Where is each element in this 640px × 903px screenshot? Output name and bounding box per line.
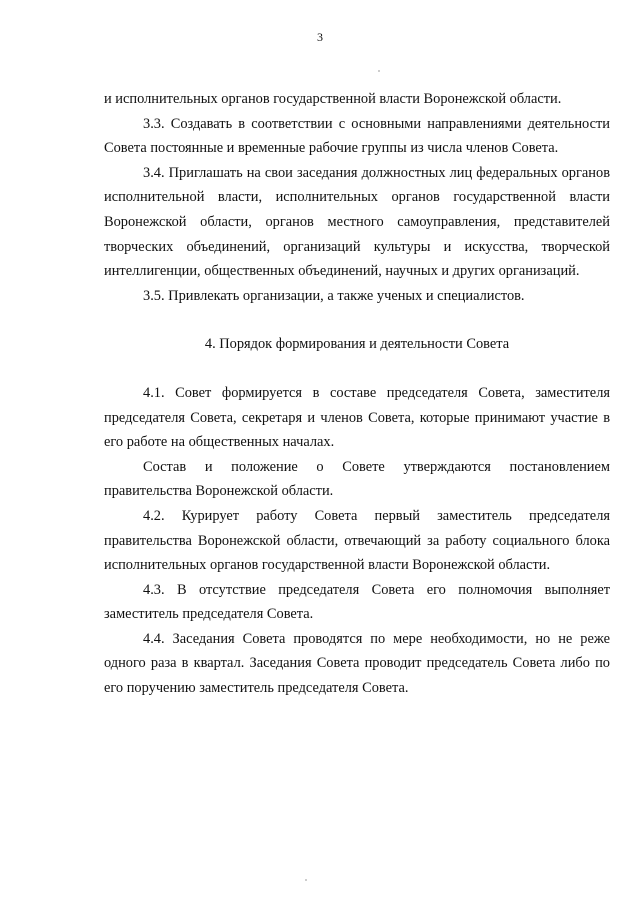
paragraph-composition: Состав и положение о Совете утверждаются постановлением правительства Воронежской области.	[104, 458, 610, 500]
section-heading: 4. Порядок формирования и деятельности Совета	[204, 336, 510, 353]
paragraph-3-4: 3.4. Приглашать на свои заседания должностных лиц федеральных органов исполнительной власти, исполнительных органов государственной власти Воронежской области, органов местного самоуправления, представителей творческих объединений, организаций культуры и искусства, творческой интеллигенции, общественных объединений, научных и других организаций.	[104, 164, 610, 280]
page-number: 3	[317, 30, 323, 44]
paragraph-4-2: 4.2. Курирует работу Совета первый заместитель председателя правительства Воронежской области, отвечающий за работу социального блока исполнительных органов государственной власти Воронежской области.	[104, 507, 610, 574]
paragraph-continuation: и исполнительных органов государственной власти Воронежской области.	[104, 91, 562, 107]
paragraph-3-3: 3.3. Создавать в соответствии с основными направлениями деятельности Совета постоянные и временные рабочие группы из числа членов Совета.	[104, 115, 610, 157]
scan-speck	[305, 879, 307, 881]
scan-speck	[378, 70, 380, 72]
paragraph-3-5: 3.5. Привлекать организации, а также ученых и специалистов.	[143, 287, 525, 304]
paragraph-4-3: 4.3. В отсутствие председателя Совета его полномочия выполняет заместитель председателя Совета.	[104, 581, 610, 623]
document-body	[104, 87, 610, 701]
paragraph-4-4: 4.4. Заседания Совета проводятся по мере необходимости, но не реже одного раза в квартал. Заседания Совета проводит председатель Совета либо по его поручению заместитель председателя Совета.	[104, 630, 610, 697]
paragraph-4-1: 4.1. Совет формируется в составе председателя Совета, заместителя председателя Совета, секретаря и членов Совета, которые принимают участие в его работе на общественных началах.	[104, 384, 610, 451]
